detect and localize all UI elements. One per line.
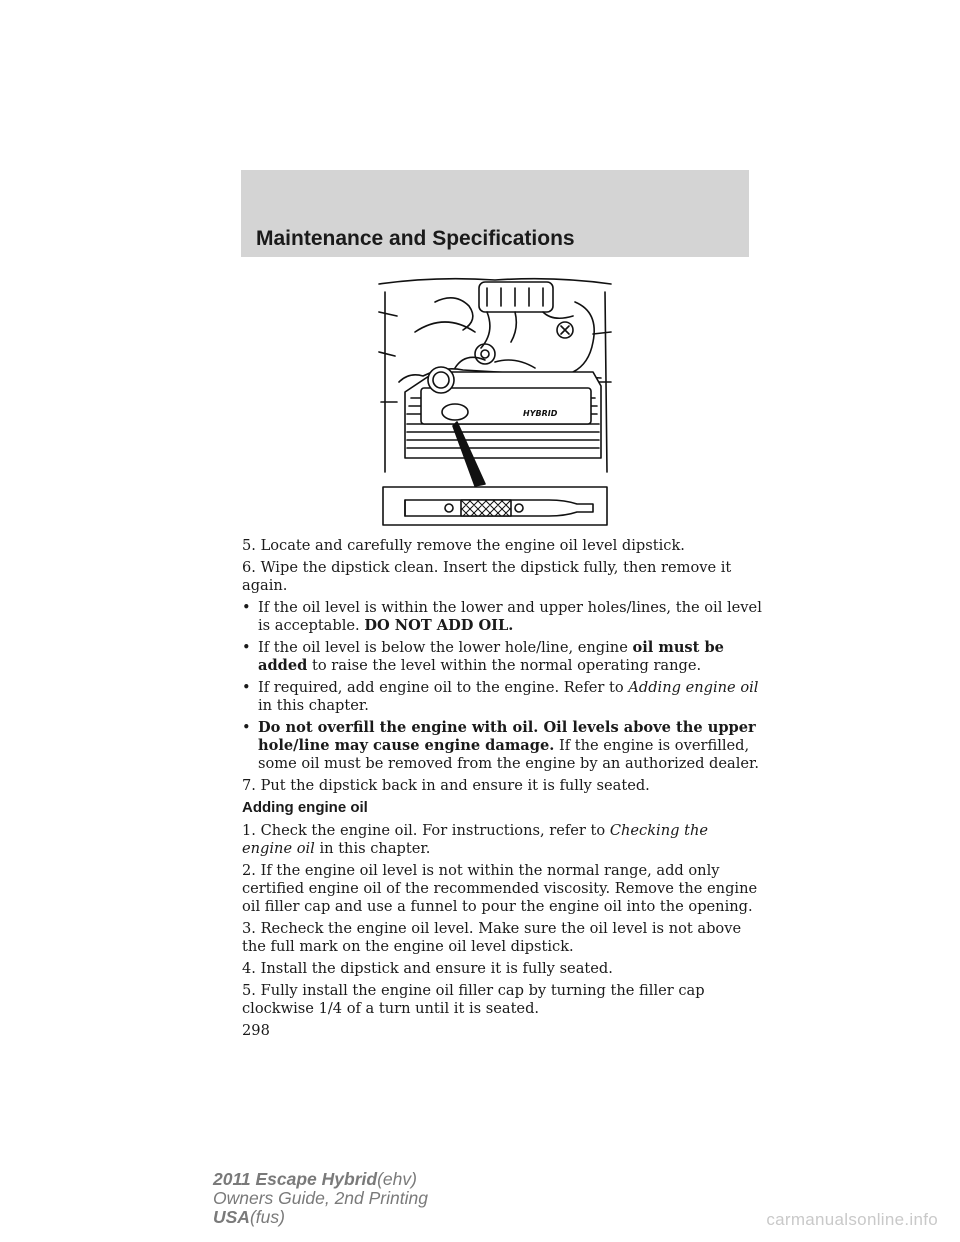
check-step-7: 7. Put the dipstick back in and ensure it is fully seated.: [242, 777, 650, 794]
footer-model-code: (ehv): [377, 1169, 417, 1189]
warning-text: Do not overfill the engine with oil. Oil levels above the upper hole/line may cause engine damage.: [258, 719, 756, 754]
cross-reference: Adding engine oil: [628, 679, 759, 696]
add-step-5: 5. Fully install the engine oil filler cap by turning the filler cap clockwise 1/4 of a turn until it is seated.: [242, 982, 705, 1017]
document-footer: [213, 1170, 428, 1227]
engine-cover-label: HYBRID: [523, 409, 558, 418]
list-item: [242, 719, 762, 773]
step-text: 1. Check the engine oil. For instructions, refer to: [242, 822, 610, 839]
footer-edition: Owners Guide, 2nd Printing: [213, 1188, 428, 1208]
bullet-text: If the oil level is below the lower hole/line, engine: [258, 639, 633, 656]
body-text: [242, 537, 762, 1040]
page-number: 298: [242, 1022, 270, 1039]
list-item: [242, 639, 762, 675]
section-title: Maintenance and Specifications: [256, 227, 575, 250]
add-step-3: 3. Recheck the engine oil level. Make sure the oil level is not above the full mark on the engine oil level dipstick.: [242, 920, 742, 955]
engine-cover: [405, 367, 601, 458]
watermark: carmanualsonline.info: [766, 1210, 938, 1229]
list-item: [242, 599, 762, 635]
bullet-glyph: •: [242, 639, 251, 656]
bullet-text: If the oil level is within the lower and upper holes/lines, the oil level is acceptable.: [258, 599, 762, 634]
list-item: [242, 679, 762, 715]
bullet-glyph: •: [242, 679, 251, 696]
add-step-2: 2. If the engine oil level is not within the normal range, add only certified engine oil of the recommended viscosity. Remove the engine oil filler cap and use a funnel to pour the engine oil into the opening.: [242, 862, 758, 915]
add-step-4: 4. Install the dipstick and ensure it is fully seated.: [242, 960, 613, 977]
footer-market: USA: [213, 1207, 250, 1227]
bullet-bold-text: oil must be added: [258, 639, 724, 674]
bullet-text: If required, add engine oil to the engine. Refer to: [258, 679, 629, 696]
footer-market-code: (fus): [249, 1207, 285, 1227]
section-header-band: [241, 170, 749, 257]
check-step-5: 5. Locate and carefully remove the engine oil level dipstick.: [242, 537, 685, 554]
adding-oil-heading: Adding engine oil: [242, 799, 368, 816]
footer-model: 2011 Escape Hybrid: [213, 1169, 378, 1189]
bullet-text: in this chapter.: [258, 697, 369, 714]
check-step-6: 6. Wipe the dipstick clean. Insert the dipstick fully, then remove it again.: [242, 559, 732, 594]
bullet-text: to raise the level within the normal operating range.: [307, 657, 702, 674]
bullet-glyph: •: [242, 719, 251, 736]
add-step-1: [242, 822, 762, 858]
dipstick-closeup: [383, 487, 607, 525]
cross-reference: Checking the engine oil: [242, 822, 708, 857]
bullet-bold-text: DO NOT ADD OIL.: [364, 617, 514, 634]
bullet-glyph: •: [242, 599, 251, 616]
step-text: in this chapter.: [314, 840, 431, 857]
engine-oil-dipstick-icon: [375, 272, 615, 528]
bullet-text: If the engine is overfilled, some oil must be removed from the engine by an authorized dealer.: [258, 737, 760, 772]
